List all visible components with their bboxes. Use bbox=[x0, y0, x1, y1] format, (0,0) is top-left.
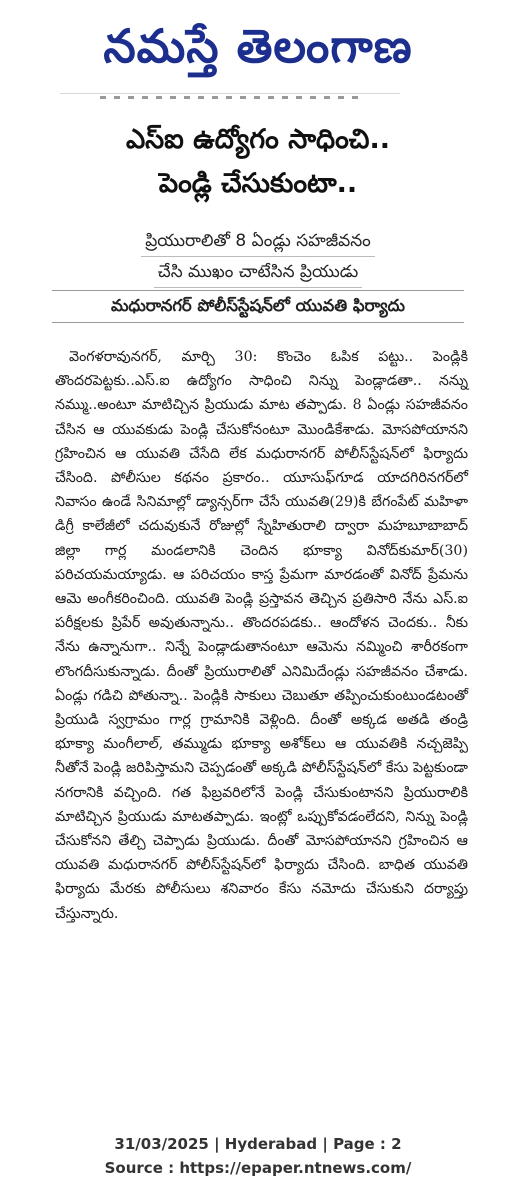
clipping-edge-marks bbox=[100, 96, 360, 99]
subheadline-line-2: చేసి ముఖం చాటేసిన ప్రియుడు bbox=[154, 257, 362, 288]
footer bbox=[0, 1132, 516, 1180]
newspaper-logo: నమస్తే తెలంగాణ bbox=[103, 19, 413, 73]
clipping-edge bbox=[60, 93, 400, 108]
kicker-rule-top bbox=[52, 290, 464, 291]
headline bbox=[0, 118, 516, 206]
subheadline-line-1: ప్రియురాలితో 8 ఏండ్లు సహజీవనం bbox=[141, 226, 375, 257]
article-paragraph: వెంగళరావునగర్, మార్చి 30: కొంచెం ఓపిక పట్టు.. పెండ్లికి తొందరపెట్టకు..ఎస్.ఐ ఉద్యోగం సాధించి నిన్ను పెండ్లాడతా.. నన్ను నమ్ము..అంటూ మాటిచ్చిన ప్రియుడు మాట తప్పాడు. 8 ఏండ్లు సహజీవనం చేసిన ఆ యువకుడు పెండ్లి చేసుకోనంటూ మొండికేశాడు. మోసపోయానని గ్రహించిన ఆ యువతి చేసేది లేక మధురానగర్ పోలీస్‌స్టేషన్‌లో ఫిర్యాదు చేసింది. పోలీసుల కథనం ప్రకారం.. యూసుఫ్‌గూడ యాదగిరినగర్‌లో నివాసం ఉండే సినిమాల్లో డ్యాన్సర్‌గా చేసే యువతి(29)కి బేగంపేట్ మహిళా డిగ్రీ కాలేజీలో చదువుకునే రోజుల్లో స్నేహితురాలి ద్వారా మహబూబాబాద్ జిల్లా గార్ల మండలానికి చెందిన భూక్యా వినోద్‌కుమార్(30) పరిచయమయ్యాడు. ఆ పరిచయం కాస్త ప్రేమగా మారడంతో వినోద్ ప్రేమను ఆమె అంగీకరించింది. యువతి పెండ్లి ప్రస్తావన తెచ్చిన ప్రతిసారి నేను ఎస్.ఐ పరీక్షలకు ప్రిపేర్ అవుతున్నాను.. తొందరపడకు.. ఆందోళన చెందకు.. నీకు నేను ఉన్నానుగా.. నిన్నే పెండ్లాడుతానంటూ ఆమెను నమ్మించి శారీరకంగా లొంగదీసుకున్నాడు. దీంతో ప్రియురాలితో ఎనిమిదేండ్లు సహజీవనం చేశాడు. ఏండ్లు గడిచి పోతున్నా.. పెండ్లికి సాకులు చెబుతూ తప్పించుకుంటుండటంతో ప్రియుడి స్వగ్రామం గార్ల గ్రామానికి వెళ్లింది. దీంతో అక్కడ అతడి తండ్రి భూక్యా మంగీలాల్, తమ్ముడు భూక్యా అశోక్‌లు ఆ యువతికి నచ్చజెప్పి నీతోనే పెండ్లి జరిపిస్తామని చెప్పడంతో అక్కడి పోలీస్‌స్టేషన్‌లో కేసు పెట్టకుండా నగరానికి వచ్చింది. గత ఫిబ్రవరిలోనే పెండ్లి చేసుకుంటానని ప్రియురాలికి మాటిచ్చిన ప్రియుడు మాటతప్పాడు. ఇంట్లో ఒప్పుకోవడంలేదని, నిన్ను పెండ్లి చేసుకోనని తేల్చి చెప్పాడు ప్రియుడు. దీంతో మోసపోయానని గ్రహించిన ఆ యువతి మధురానగర్ పోలీస్‌స్టేషన్‌లో ఫిర్యాదు చేసింది. బాధిత యువతి ఫిర్యాదు మేరకు పోలీసులు శనివారం కేసు నమోదు చేసుకుని దర్యాప్తు చేస్తున్నారు. bbox=[55, 349, 468, 922]
source-line: Source : https://epaper.ntnews.com/ bbox=[104, 1159, 412, 1177]
masthead bbox=[0, 6, 516, 86]
dateline: 31/03/2025 | Hyderabad | Page : 2 bbox=[114, 1135, 402, 1153]
subheadline bbox=[0, 226, 516, 288]
headline-line-2: పెండ్లి చేసుకుంటా.. bbox=[158, 168, 358, 199]
kicker: మధురానగర్ పోలీస్‌స్టేషన్‌లో యువతి ఫిర్యాదు bbox=[110, 296, 406, 315]
kicker-rule-bottom bbox=[52, 322, 464, 323]
article-body bbox=[55, 345, 468, 926]
headline-line-1: ఎస్ఐ ఉద్యోగం సాధించి.. bbox=[125, 124, 391, 155]
